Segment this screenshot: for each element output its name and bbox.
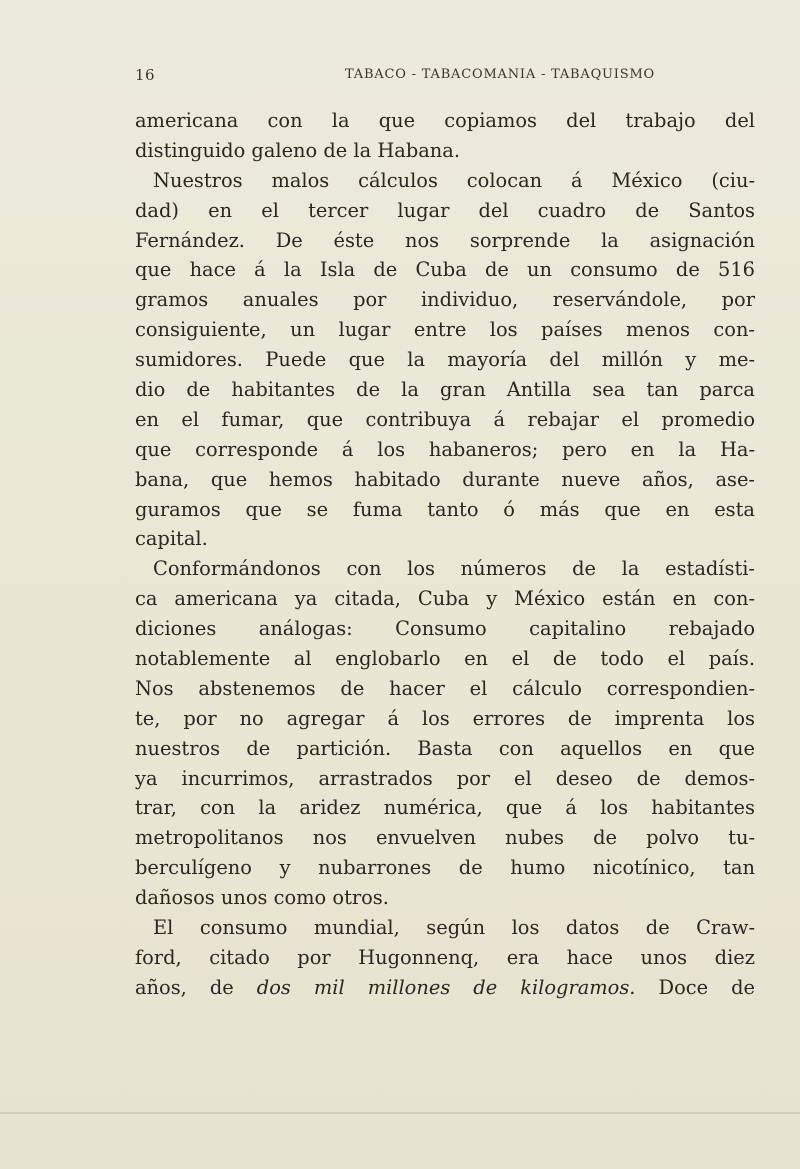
text-line: ca americana ya citada, Cuba y México están en con- [135, 587, 755, 611]
text-line: diciones análogas: Consumo capitalino rebajado [135, 617, 755, 641]
final-line-suffix: Doce de [635, 975, 755, 999]
text-line: Nos abstenemos de hacer el cálculo correspondien- [135, 676, 755, 700]
text-line: notablemente al englobarlo en el de todo el país. [135, 647, 755, 671]
text-line: El consumo mundial, según los datos de Craw- [153, 916, 755, 940]
text-line: consiguiente, un lugar entre los países menos con- [135, 318, 755, 342]
text-line: te, por no agregar á los errores de imprenta los [135, 706, 755, 730]
text-line: berculígeno y nubarrones de humo nicotínico, tan [135, 856, 755, 880]
text-line: ford, citado por Hugonnenq, era hace unos diez [135, 945, 755, 969]
text-line: sumidores. Puede que la mayoría del millón y me- [135, 348, 755, 372]
page-fold-shadow [0, 1112, 800, 1114]
page-number: 16 [135, 66, 156, 84]
text-line: Conformándonos con los números de la estadísti- [153, 557, 755, 581]
text-line: americana con la que copiamos del trabajo del [135, 109, 755, 132]
text-line: Nuestros malos cálculos colocan á México (ciu- [153, 168, 755, 192]
text-line: metropolitanos nos envuelven nubes de polvo tu- [135, 826, 755, 850]
text-line-final [135, 973, 755, 1003]
running-title: TABACO - TABACOMANIA - TABAQUISMO [345, 67, 656, 82]
text-line: que hace á la Isla de Cuba de un consumo de 516 [135, 258, 755, 282]
text-line: trar, con la aridez numérica, que á los habitantes [135, 796, 755, 820]
text-line: bana, que hemos habitado durante nueve años, ase- [135, 467, 755, 491]
text-line: dad) en el tercer lugar del cuadro de Santos [135, 198, 755, 222]
text-line: nuestros de partición. Basta con aquellos en que [135, 736, 755, 760]
text-line: ya incurrimos, arrastrados por el deseo de demos- [135, 766, 755, 790]
page-header [135, 66, 735, 90]
text-line: dañosos unos como otros. [135, 886, 389, 910]
text-line: capital. [135, 527, 208, 551]
final-line-italic: dos mil millones de kilogramos. [256, 975, 636, 999]
text-line: Fernández. De éste nos sorprende la asignación [135, 228, 755, 252]
text-line: dio de habitantes de la gran Antilla sea tan parca [135, 378, 755, 402]
text-line: en el fumar, que contribuya á rebajar el promedio [135, 407, 755, 431]
final-line-prefix: años, de [135, 975, 257, 999]
text-line: gramos anuales por individuo, reservándole, por [135, 288, 755, 312]
text-line: distinguido galeno de la Habana. [135, 138, 461, 162]
text-line: que corresponde á los habaneros; pero en la Ha- [135, 437, 755, 461]
text-line: guramos que se fuma tanto ó más que en esta [135, 497, 755, 521]
body-text [135, 106, 755, 1003]
